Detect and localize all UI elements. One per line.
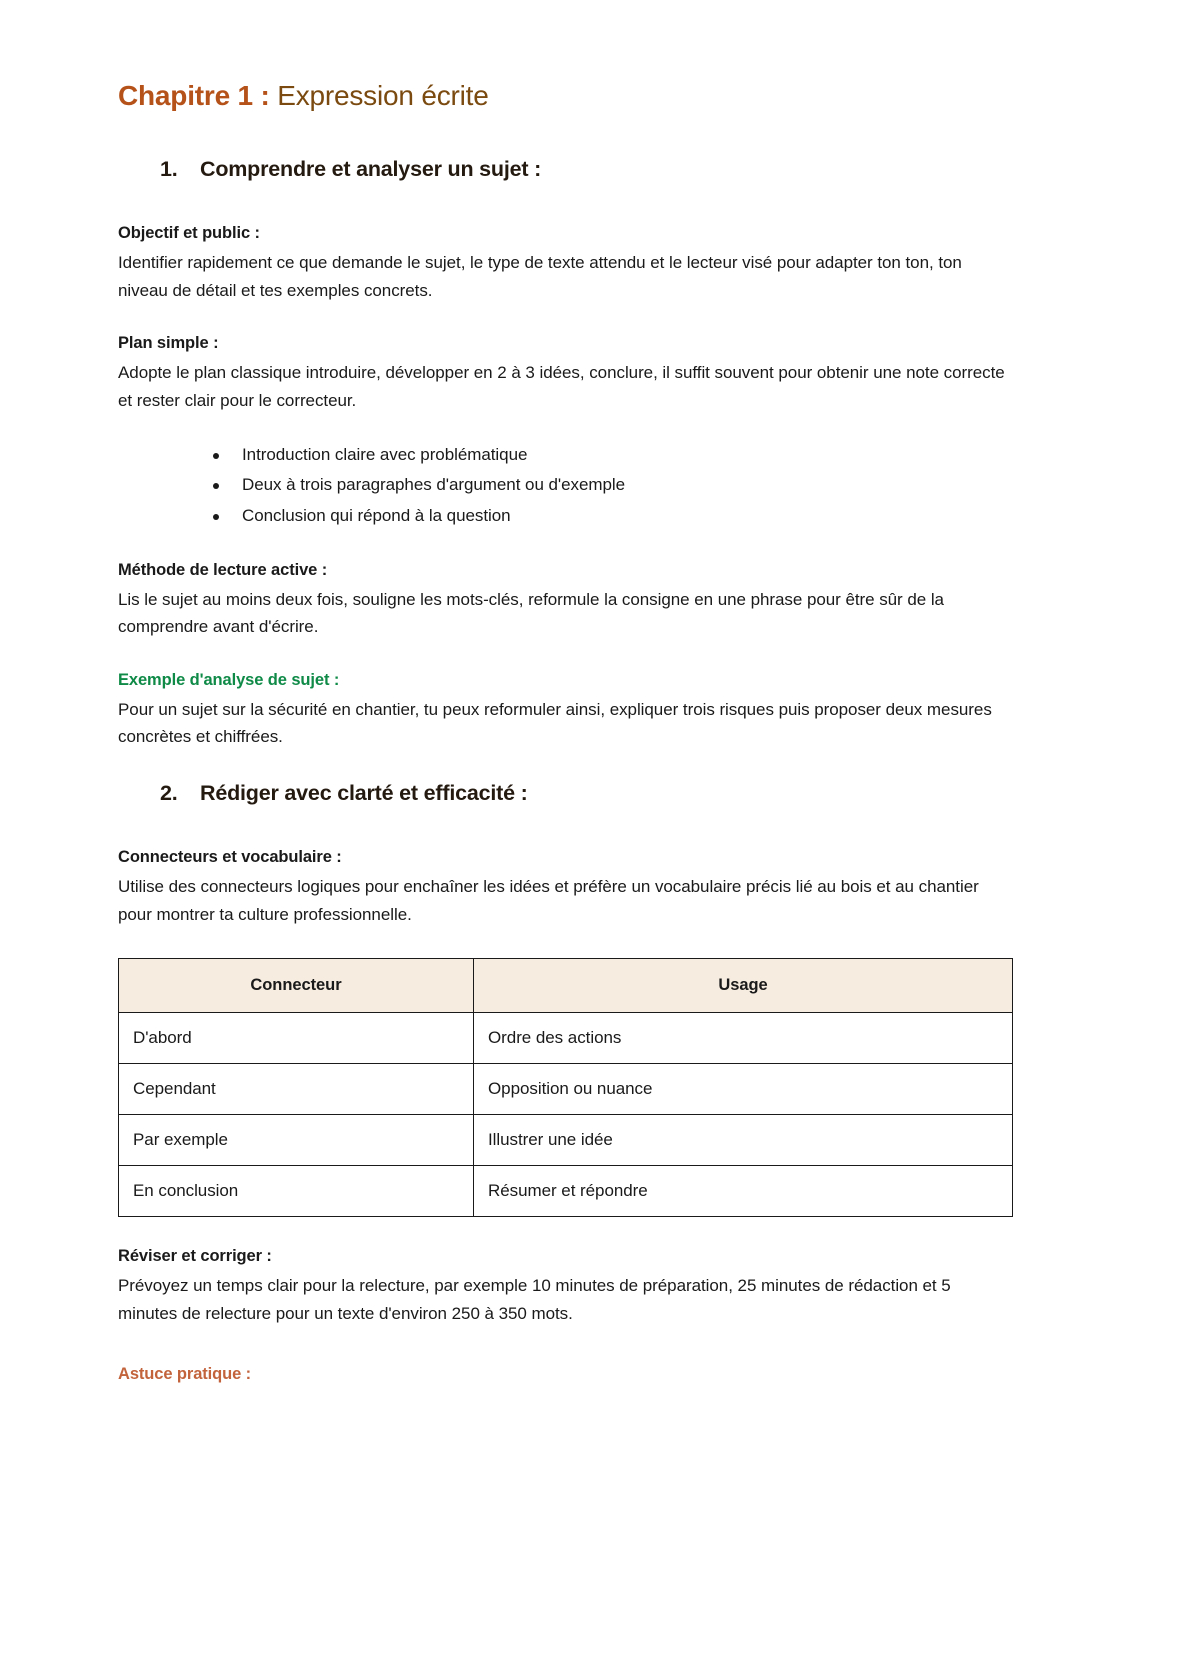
section-title-1: Comprendre et analyser un sujet :: [200, 157, 542, 181]
sub-heading-connecteurs-et-vocabulaire: Connecteurs et vocabulaire :: [118, 848, 342, 866]
table-cell-connecteur: Cependant: [119, 1064, 474, 1115]
paragraph-objectif-et-public: Identifier rapidement ce que demande le sujet, le type de texte attendu et le lecteur visé pour adapter ton ton, ton niveau de détail et tes exemples concrets.: [118, 253, 962, 300]
page-title-chapter: Chapitre 1 :: [118, 80, 270, 111]
section-heading-1: [118, 157, 1012, 182]
paragraph-connecteurs-et-vocabulaire: Utilise des connecteurs logiques pour enchaîner les idées et préfère un vocabulaire précis lié au bois et au chantier pour montrer ta culture professionnelle.: [118, 877, 979, 924]
paragraph-exemple-danalyse-de-sujet: Pour un sujet sur la sécurité en chantier, tu peux reformuler ainsi, expliquer trois risques puis proposer deux mesures concrètes et chiffrées.: [118, 699, 992, 747]
bullet-list-plan-simple: [118, 440, 1012, 531]
paragraph-methode-de-lecture-active: Lis le sujet au moins deux fois, souligne les mots-clés, reformule la consigne en une phrase pour être sûr de la comprendre avant d'écrire.: [118, 589, 944, 637]
paragraph-plan-simple: Adopte le plan classique introduire, développer en 2 à 3 idées, conclure, il suffit souvent pour obtenir une note correcte et rester clair pour le correcteur.: [118, 363, 1005, 410]
table-cell-usage: Opposition ou nuance: [474, 1064, 1013, 1115]
sub-heading-plan-simple: Plan simple :: [118, 334, 219, 353]
section-number-1: 1.: [160, 157, 178, 181]
sub-heading-exemple-danalyse-de-sujet: Exemple d'analyse de sujet :: [118, 670, 340, 689]
table-row: [119, 1013, 1013, 1064]
section-title-2: Rédiger avec clarté et efficacité :: [200, 781, 528, 805]
table-header-row: [119, 959, 1013, 1013]
block-exemple-danalyse-de-sujet: [118, 671, 1012, 751]
table-cell-connecteur: En conclusion: [119, 1166, 474, 1217]
connectors-table: [118, 958, 1013, 1217]
page-title: [118, 78, 1012, 113]
section-heading-2: [118, 781, 1012, 806]
table-header-usage: Usage: [474, 959, 1013, 1013]
sub-heading-methode-de-lecture-active: Méthode de lecture active :: [118, 560, 328, 579]
table-row: [119, 1166, 1013, 1217]
block-plan-simple: [118, 334, 1012, 414]
table-header-connecteur: Connecteur: [119, 959, 474, 1013]
table-cell-connecteur: D'abord: [119, 1013, 474, 1064]
block-astuce-pratique: [118, 1365, 1012, 1384]
sub-heading-objectif-et-public: Objectif et public :: [118, 224, 260, 242]
block-reviser-et-corriger: [118, 1247, 1012, 1327]
block-connecteurs-et-vocabulaire: [118, 848, 1012, 928]
table-cell-usage: Illustrer une idée: [474, 1115, 1013, 1166]
block-methode-de-lecture-active: [118, 561, 1012, 641]
paragraph-reviser-et-corriger: Prévoyez un temps clair pour la relecture, par exemple 10 minutes de préparation, 25 minutes de rédaction et 5 minutes de relecture pour un texte d'environ 250 à 350 mots.: [118, 1276, 951, 1323]
list-item: Deux à trois paragraphes d'argument ou d'exemple: [210, 470, 1012, 500]
table-cell-connecteur: Par exemple: [119, 1115, 474, 1166]
block-objectif-et-public: [118, 224, 1012, 304]
table-row: [119, 1064, 1013, 1115]
sub-heading-reviser-et-corriger: Réviser et corriger :: [118, 1247, 272, 1266]
page-title-subject: Expression écrite: [277, 80, 489, 111]
section-number-2: 2.: [160, 781, 178, 805]
table-cell-usage: Ordre des actions: [474, 1013, 1013, 1064]
list-item: Introduction claire avec problématique: [210, 440, 1012, 470]
sub-heading-astuce-pratique: Astuce pratique :: [118, 1365, 252, 1384]
spacer: [118, 1357, 1012, 1365]
table-row: [119, 1115, 1013, 1166]
table-cell-usage: Résumer et répondre: [474, 1166, 1013, 1217]
list-item: Conclusion qui répond à la question: [210, 501, 1012, 531]
